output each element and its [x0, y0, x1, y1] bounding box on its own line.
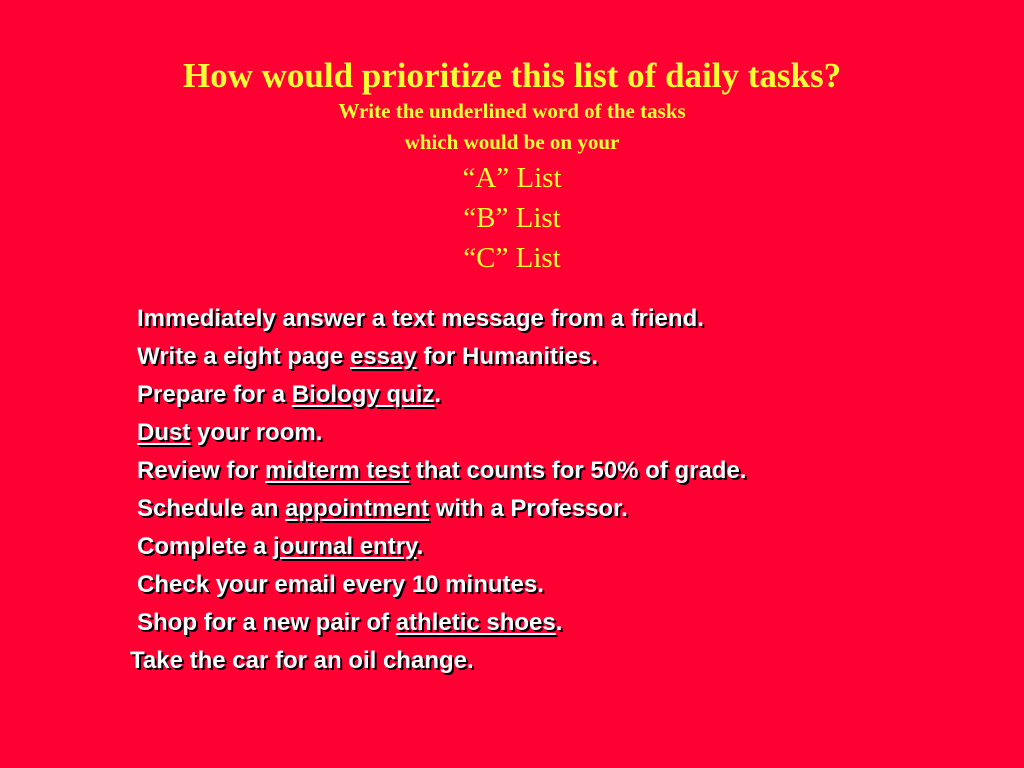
task-text-after: that counts for 50% of grade.	[409, 457, 747, 484]
task-text: Write a eight page	[137, 343, 350, 370]
task-item	[137, 376, 997, 414]
task-text: Complete a	[137, 533, 274, 560]
task-item	[137, 338, 997, 376]
task-item	[137, 604, 997, 642]
task-text: Check your email every 10 minutes.	[137, 571, 544, 598]
task-item	[137, 414, 997, 452]
task-item	[137, 566, 997, 604]
task-text: Prepare for a	[137, 381, 292, 408]
task-text: Take the car for an oil change.	[130, 647, 474, 674]
task-underlined-word: journal entry	[273, 533, 417, 560]
task-underlined-word: essay	[349, 343, 417, 370]
heading-block	[0, 56, 1024, 278]
task-list	[130, 300, 997, 680]
task-text: Schedule an	[137, 495, 286, 522]
task-text-after: .	[555, 609, 563, 636]
task-item	[130, 642, 997, 680]
task-text-after: your room.	[190, 419, 323, 446]
task-text: Shop for a new pair of	[137, 609, 396, 636]
task-item	[137, 528, 997, 566]
task-text-after: .	[416, 533, 424, 560]
task-underlined-word: Biology quiz	[291, 381, 435, 408]
task-item	[137, 300, 997, 338]
task-text: Review for	[137, 457, 266, 484]
task-text-after: .	[434, 381, 442, 408]
c-list-label: “C” List	[463, 242, 561, 274]
b-list-label: “B” List	[463, 202, 561, 234]
instruction-line-2: which would be on your	[404, 130, 620, 154]
slide-title: How would prioritize this list of daily tasks?	[182, 56, 842, 95]
task-underlined-word: Dust	[137, 419, 191, 446]
task-underlined-word: midterm test	[265, 457, 410, 484]
task-item	[137, 452, 997, 490]
task-text-after: with a Professor.	[429, 495, 628, 522]
instruction-line-1: Write the underlined word of the tasks	[338, 99, 686, 123]
task-text-after: for Humanities.	[416, 343, 599, 370]
task-text: Immediately answer a text message from a friend.	[137, 305, 704, 332]
task-underlined-word: athletic shoes	[395, 609, 556, 636]
a-list-label: “A” List	[462, 162, 562, 194]
task-item	[137, 490, 997, 528]
task-underlined-word: appointment	[285, 495, 430, 522]
